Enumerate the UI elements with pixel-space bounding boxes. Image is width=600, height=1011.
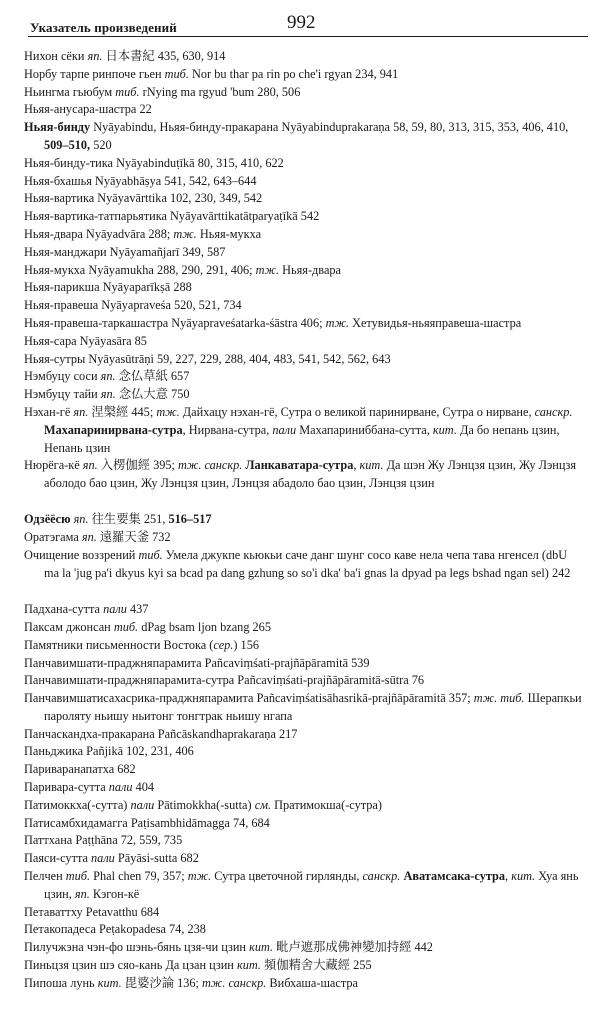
entry-text: Ньингма гьюбум bbox=[24, 84, 116, 99]
entry-text: тж. bbox=[156, 404, 180, 419]
entry-text: тж. санскр. bbox=[178, 458, 243, 473]
entry-text: кит. bbox=[432, 422, 457, 437]
entry-text: яп. bbox=[82, 458, 98, 473]
index-entry bbox=[24, 101, 584, 119]
entry-text: , bbox=[353, 458, 360, 473]
index-entry bbox=[24, 386, 584, 404]
entry-text: Шерапкьи пароляту ньишу ньитонг тонгтрак ньишу нгапа bbox=[44, 691, 582, 723]
entry-text: пали bbox=[108, 780, 133, 795]
entry-text: Ньяя-двара bbox=[279, 262, 342, 277]
entry-text: 入楞伽經 395; bbox=[97, 458, 179, 473]
entry-text: Пилучжэна чэн-фо шэнь-бянь цзя-чи цзин bbox=[24, 940, 250, 955]
entry-text: Паньджика Pañjikā 102, 231, 406 bbox=[24, 744, 194, 759]
entry-text: 往生要集 251, bbox=[88, 512, 169, 527]
entry-text: Махапариниббана-сутта, bbox=[296, 422, 433, 437]
entry-text: Ньяя-правеша Nyāyapraveśa 520, 521, 734 bbox=[24, 298, 242, 313]
entry-text: Ньяя-сара Nyāyasāra 85 bbox=[24, 333, 147, 348]
entry-text: пали bbox=[91, 851, 115, 866]
index-entry bbox=[24, 672, 584, 690]
entry-text: Вибхаша-шастра bbox=[266, 975, 358, 990]
entry-text: Махапаринирвана-сутра bbox=[44, 422, 183, 437]
entry-text: Хуа янь цзин, bbox=[44, 869, 579, 901]
index-entry bbox=[24, 368, 584, 386]
entry-text: 毗卢遮那成佛神變加持經 442 bbox=[273, 940, 433, 955]
entry-text: Хетувидья-ньяяправеша-шастра bbox=[349, 315, 522, 330]
entry-text: Памятники письменности Востока ( bbox=[24, 637, 214, 652]
index-entry bbox=[24, 457, 584, 493]
entry-text: тж. тиб. bbox=[473, 691, 525, 706]
entry-text: кит. bbox=[97, 975, 122, 990]
entry-text: тж. bbox=[187, 869, 212, 884]
entry-text: санскр. bbox=[362, 869, 401, 884]
entry-text: Петакопадеса Peṭakopadesa 74, 238 bbox=[24, 922, 206, 937]
entry-text: 日本書紀 435, 630, 914 bbox=[102, 49, 226, 63]
index-entry bbox=[24, 779, 584, 797]
entry-text: Одзёёсю bbox=[24, 512, 71, 527]
entry-text: яп. bbox=[87, 49, 103, 63]
index-entry bbox=[24, 404, 584, 457]
entry-text: Ньяя-манджари Nyāyamañjarī 349, 587 bbox=[24, 244, 226, 259]
entry-text: Оратэгама bbox=[24, 530, 82, 545]
entry-text: санскр. bbox=[534, 404, 573, 419]
index-entry bbox=[24, 279, 584, 297]
entry-text: яп. bbox=[100, 387, 116, 402]
entry-text: Ньяя-мукха bbox=[196, 226, 262, 241]
page-number: 992 bbox=[287, 12, 316, 33]
entry-text: тиб. bbox=[113, 619, 139, 634]
index-entry bbox=[24, 511, 584, 529]
index-entry bbox=[24, 48, 584, 66]
index-section-n bbox=[24, 48, 584, 493]
entry-text: кит. bbox=[359, 458, 384, 473]
index-entry bbox=[24, 119, 584, 155]
index-entry bbox=[24, 173, 584, 191]
entry-text: Пелчен bbox=[24, 869, 66, 884]
entry-text: яп. bbox=[100, 369, 116, 384]
entry-text: Нэмбуцу тайи bbox=[24, 387, 101, 402]
index-entry bbox=[24, 690, 584, 726]
entry-text: пали bbox=[272, 422, 297, 437]
entry-text: пали bbox=[103, 602, 127, 617]
entry-text: Нэхан-гё bbox=[24, 404, 74, 419]
index-entry bbox=[24, 84, 584, 102]
index-entry bbox=[24, 66, 584, 84]
entry-text: Нихон сёки bbox=[24, 49, 88, 63]
entry-text: тиб. bbox=[115, 84, 140, 99]
entry-text: кит. bbox=[236, 958, 261, 973]
entry-text: Париваранапатха 682 bbox=[24, 762, 136, 777]
entry-text: Панчавимшати-праджняпарамита Pañcaviṃśati-prajñāpāramitā 539 bbox=[24, 655, 370, 670]
entry-text: Патисамбхидамагга Paṭisambhidāmagga 74, 684 bbox=[24, 815, 270, 830]
entry-text: тж. bbox=[173, 226, 197, 241]
entry-text: 念仏大意 750 bbox=[115, 387, 190, 402]
entry-text: тж. санскр. bbox=[202, 975, 267, 990]
index-entry bbox=[24, 619, 584, 637]
index-entry bbox=[24, 547, 584, 583]
entry-text: яп. bbox=[73, 404, 89, 419]
entry-text: тиб. bbox=[138, 548, 163, 563]
entry-text: 念仏草紙 657 bbox=[115, 369, 190, 384]
index-entry bbox=[24, 333, 584, 351]
entry-text: Pāyāsi-sutta 682 bbox=[114, 851, 199, 866]
running-title: Указатель произведений bbox=[30, 20, 177, 35]
entry-text: Да бо непань цзин, Непань цзин bbox=[44, 422, 560, 455]
index-entry bbox=[24, 726, 584, 744]
index-entry bbox=[24, 832, 584, 850]
index-entry bbox=[24, 262, 584, 280]
entry-text: кит. bbox=[249, 940, 274, 955]
entry-text: Ньяя-правеша-таркашастра Nyāyapraveśatarka-śāstra 406; bbox=[24, 315, 326, 330]
entry-text: Ланкаватара-сутра bbox=[245, 458, 354, 473]
index-entry bbox=[24, 957, 584, 975]
entry-text: 520 bbox=[90, 137, 112, 152]
entry-text: Ньяя-анусара-шастра 22 bbox=[24, 102, 152, 117]
entry-text: Ньяя-бинду bbox=[24, 120, 91, 135]
entry-text: Nyāyabindu, Ньяя-бинду-пракарана Nyāyabinduprakaraṇa 58, 59, 80, 313, 315, 353, 406, 410, bbox=[90, 120, 569, 135]
index-entry bbox=[24, 315, 584, 333]
entry-text: , Нирвана-сутра, bbox=[182, 422, 273, 437]
entry-text: Ньяя-парикша Nyāyaparīkṣā 288 bbox=[24, 280, 192, 295]
index-entry bbox=[24, 850, 584, 868]
index-entry bbox=[24, 155, 584, 173]
entry-text: см. bbox=[254, 797, 272, 812]
entry-text: Умела джукпе кьюкьи саче данг шунг сосо каве нела чепа тава нгенсел (dbU ma la 'jug pa'i dkyus kyi sa bcad pa dang gzhung so so'i dka' ba'i gnas la dpyad pa legs bshad ngan sel) 242 bbox=[44, 548, 571, 580]
header-rule bbox=[28, 36, 588, 37]
entry-text: Паксам джонсан bbox=[24, 619, 114, 634]
entry-text: сер. bbox=[213, 637, 234, 652]
index-entry bbox=[24, 904, 584, 922]
entry-text: Панчавимшатисахасрика-праджняпарамита Pañcaviṃśatisāhasrikā-prajñāpāramitā 357; bbox=[24, 691, 474, 706]
entry-text: Пипоша лунь bbox=[24, 975, 98, 990]
index-entry bbox=[24, 351, 584, 369]
index-section-p bbox=[24, 601, 584, 993]
entry-text: Ньяя-сутры Nyāyasūtrāṇi 59, 227, 229, 288, 404, 483, 541, 542, 562, 643 bbox=[24, 351, 391, 366]
entry-text: яп. bbox=[74, 886, 90, 901]
page-header bbox=[24, 8, 584, 38]
entry-text: Панчаскандха-пракарана Pañcāskandhaprakaraṇa 217 bbox=[24, 726, 298, 741]
entry-text: 涅槃經 445; bbox=[88, 404, 157, 419]
entry-text: 頻伽精舍大藏經 255 bbox=[260, 958, 372, 973]
entry-text: Паяси-сутта bbox=[24, 851, 92, 866]
entry-text: Очищение воззрений bbox=[24, 548, 139, 563]
entry-text: Нэмбуцу соси bbox=[24, 369, 101, 384]
entry-text: Норбу тарпе ринпоче гьен bbox=[24, 66, 165, 81]
entry-text: яп. bbox=[73, 512, 89, 527]
entry-text: Ньяя-двара Nyāyadvāra 288; bbox=[24, 226, 174, 241]
entry-text: яп. bbox=[81, 530, 97, 545]
index-entry bbox=[24, 797, 584, 815]
index-entry bbox=[24, 868, 584, 904]
index-entry bbox=[24, 939, 584, 957]
index-entry bbox=[24, 244, 584, 262]
entry-text: Патимоккха(-сутта) bbox=[24, 797, 131, 812]
entry-text: Pātimokkha(-sutta) bbox=[154, 797, 255, 812]
entry-text: Аватамсака-сутра bbox=[403, 869, 506, 884]
entry-text: 404 bbox=[132, 780, 155, 795]
entry-text: Ньяя-вартика Nyāyavārttika 102, 230, 349, 542 bbox=[24, 191, 263, 206]
index-entry bbox=[24, 297, 584, 315]
entry-text: Ньяя-бинду-тика Nyāyabinduṭīkā 80, 315, 410, 622 bbox=[24, 155, 284, 170]
index-entry bbox=[24, 975, 584, 993]
entry-text: 509–510, bbox=[44, 137, 91, 152]
entry-text: Кэгон-кё bbox=[89, 886, 140, 901]
index-entry bbox=[24, 743, 584, 761]
entry-text: Nor bu thar pa rin po che'i rgyan 234, 941 bbox=[188, 66, 399, 81]
entry-text: rNying ma rgyud 'bum 280, 506 bbox=[139, 84, 301, 99]
entry-text: dPag bsam ljon bzang 265 bbox=[138, 619, 271, 634]
entry-text: Пиньцзя цзин шэ сяо-кань Да цзан цзин bbox=[24, 958, 237, 973]
entry-text: тиб. bbox=[65, 869, 91, 884]
entry-text: Панчавимшати-праджняпарамита-сутра Pañcaviṃśati-prajñāpāramitā-sūtra 76 bbox=[24, 673, 425, 688]
index-entry bbox=[24, 601, 584, 619]
index-page bbox=[24, 8, 584, 1011]
entry-text: Нюрёга-кё bbox=[24, 458, 83, 473]
index-body bbox=[24, 48, 584, 993]
index-entry bbox=[24, 190, 584, 208]
entry-text: 遠羅天釜 732 bbox=[96, 530, 171, 545]
entry-text: Ньяя-вартика-татпарьятика Nyāyavārttikatātparyaṭīkā 542 bbox=[24, 209, 320, 224]
entry-text: Ньяя-бхашья Nyāyabhāṣya 541, 542, 643–644 bbox=[24, 173, 257, 188]
index-section-o bbox=[24, 511, 584, 582]
index-entry bbox=[24, 761, 584, 779]
entry-text: Phal chen 79, 357; bbox=[90, 869, 188, 884]
entry-text: Сутра цветочной гирлянды, bbox=[211, 869, 363, 884]
entry-text: Петаваттху Petavatthu 684 bbox=[24, 904, 160, 919]
entry-text: Ньяя-мукха Nyāyamukha 288, 290, 291, 406; bbox=[24, 262, 256, 277]
entry-text: Дайхацу нэхан-гё, Сутра о великой паринирване, Сутра о нирване, bbox=[179, 404, 535, 419]
entry-text: тж. bbox=[255, 262, 280, 277]
entry-text: , bbox=[505, 869, 512, 884]
entry-text: кит. bbox=[511, 869, 536, 884]
index-entry bbox=[24, 529, 584, 547]
index-entry bbox=[24, 637, 584, 655]
index-entry bbox=[24, 815, 584, 833]
entry-text: Паривара-сутта bbox=[24, 780, 109, 795]
entry-text: тж. bbox=[325, 315, 349, 330]
entry-text: Падхана-сутта bbox=[24, 602, 104, 617]
index-entry bbox=[24, 921, 584, 939]
index-entry bbox=[24, 226, 584, 244]
entry-text: Паттхана Paṭṭhāna 72, 559, 735 bbox=[24, 833, 183, 848]
entry-text: 毘婆沙論 136; bbox=[121, 975, 203, 990]
entry-text: 516–517 bbox=[168, 512, 212, 527]
entry-text: Да шэн Жу Лэнцзя цзин, Жу Лэнцзя аболодо бао цзин, Жу Лэнцзя цзин, Лэнцзя абадоло бао цзин, Лэнцзя цзин bbox=[44, 458, 577, 491]
entry-text: пали bbox=[130, 797, 155, 812]
index-entry bbox=[24, 208, 584, 226]
entry-text: тиб. bbox=[164, 66, 189, 81]
entry-text: 437 bbox=[126, 602, 149, 617]
entry-text: Пратимокша(-сутра) bbox=[271, 797, 382, 812]
index-entry bbox=[24, 655, 584, 673]
entry-text: ) 156 bbox=[233, 637, 260, 652]
